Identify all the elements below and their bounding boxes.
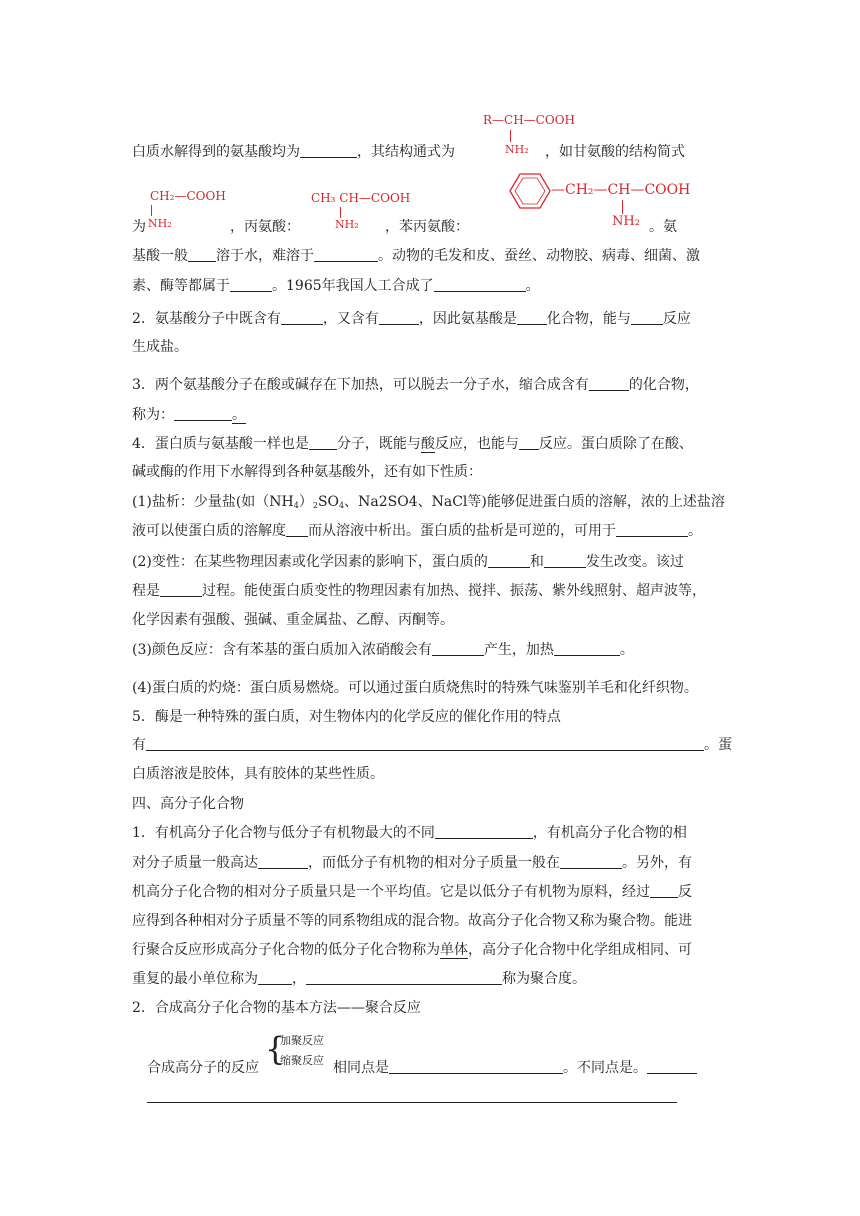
glycine-bond bbox=[151, 205, 152, 216]
blank-30[interactable] bbox=[147, 1102, 677, 1103]
blank-15[interactable] bbox=[616, 522, 688, 537]
glycine-formula: CH₂—COOH bbox=[150, 189, 226, 203]
combustion-line: (4)蛋白质的灼烧：蛋白质易燃烧。可以通过蛋白质烧焦时的特殊气味鉴别羊毛和化纤织物。 bbox=[132, 680, 698, 696]
polymer-line-1: 1．有机高分子化合物与低分子有机物最大的不同 ，有机高分子化合物的相 bbox=[132, 825, 687, 841]
polymer-method-line: 合成高分子的反应 bbox=[147, 1060, 259, 1076]
blank-8[interactable] bbox=[517, 310, 547, 325]
blank-3[interactable] bbox=[314, 247, 378, 262]
question-5-cont: 有 。蛋 bbox=[132, 737, 732, 753]
alanine-formula: CH₃ CH—COOH bbox=[311, 191, 411, 205]
salting-out-line-1: (1)盐析：少量盐(如$(NH_4)_2SO_4$、Na2SO4、NaCl等)能够促进蛋白质的溶解，浓的上述盐溶 bbox=[132, 494, 725, 510]
question-5-cont-2: 白质溶液是胶体，具有胶体的某些性质。 bbox=[132, 766, 384, 782]
blank-7[interactable] bbox=[379, 310, 419, 325]
polymer-method-compare: 相同点是 。不同点是。 bbox=[333, 1058, 860, 1078]
polymer-line-6: 重复的最小单位称为 ， 称为聚合度。 bbox=[132, 971, 586, 987]
blank-9[interactable] bbox=[631, 310, 663, 325]
polymer-line-2: 对分子质量一般高达 ，而低分子有机物的相对分子质量一般在 。另外，有 bbox=[132, 855, 692, 871]
addition-polymerization-label: 加聚反应 bbox=[280, 1034, 324, 1047]
question-2: 2．氨基酸分子中既含有 ，又含有 ，因此氨基酸是 化合物，能与 反应 bbox=[132, 311, 691, 327]
color-reaction-line: (3)颜色反应：含有苯基的蛋白质加入浓硝酸会有 产生，加热 。 bbox=[132, 642, 634, 658]
question-3: 3．两个氨基酸分子在酸或碱存在下加热，可以脱去一分子水，缩合成含有 的化合物， bbox=[132, 377, 699, 393]
general-nh2: NH₂ bbox=[505, 143, 529, 156]
line-2: 为 ，丙氨酸： ，苯丙氨酸： 。氨 bbox=[132, 219, 677, 235]
blank-29[interactable] bbox=[647, 1059, 697, 1074]
blank-25[interactable] bbox=[650, 883, 678, 898]
line-1: 白质水解得到的氨基酸均为 ，其结构通式为 ，如甘氨酸的结构简式 bbox=[132, 144, 685, 160]
polymer-line-4: 应得到各种相对分子质量不等的同系物组成的混合物。故高分子化合物又称为聚合物。能进 bbox=[132, 913, 692, 929]
salting-out-line-2: 液可以使蛋白质的溶解度 而从溶液中析出。蛋白质的盐析是可逆的，可用于 。 bbox=[132, 523, 702, 539]
phenylalanine-formula: —CH₂—CH—COOH bbox=[551, 182, 691, 198]
blank-16[interactable] bbox=[488, 553, 530, 568]
condensation-polymerization-label: 缩聚反应 bbox=[280, 1054, 324, 1067]
blank-21[interactable] bbox=[146, 736, 704, 751]
blank-18[interactable] bbox=[160, 582, 202, 597]
blank-12[interactable] bbox=[309, 435, 337, 450]
denature-line-2: 程是 过程。能使蛋白质变性的物理因素有加热、搅拌、振荡、紫外线照射、超声波等， bbox=[132, 583, 706, 599]
question-5: 5．酶是一种特殊的蛋白质，对生物体内的化学反应的催化作用的特点 bbox=[132, 709, 561, 725]
blank-28[interactable] bbox=[389, 1059, 563, 1074]
phenylalanine-nh2: NH₂ bbox=[612, 214, 640, 229]
phenylalanine-bond bbox=[622, 200, 623, 214]
blank-27[interactable] bbox=[306, 970, 502, 985]
blank-2[interactable] bbox=[188, 247, 216, 262]
polymer-line-3: 机高分子化合物的相对分子质量只是一个平均值。它是以低分子有机物为原料，经过 反 bbox=[132, 884, 692, 900]
blank-22[interactable] bbox=[435, 824, 533, 839]
blank-11[interactable] bbox=[174, 406, 232, 421]
general-bond bbox=[510, 130, 511, 142]
blank-14[interactable] bbox=[286, 522, 308, 537]
alanine-nh2: NH₂ bbox=[335, 218, 359, 231]
brace-icon: { bbox=[265, 1030, 286, 1068]
denature-line-1: (2)变性：在某些物理因素或化学因素的影响下，蛋白质的 和 发生改变。该过 bbox=[132, 554, 684, 570]
question-3-cont: 称为： 。 bbox=[132, 407, 246, 423]
question-2-cont: 生成盐。 bbox=[132, 339, 188, 355]
blank-5[interactable] bbox=[434, 277, 526, 292]
question-4-cont: 碱或酶的作用下水解得到各种氨基酸外，还有如下性质： bbox=[132, 464, 482, 480]
blank-23[interactable] bbox=[258, 854, 308, 869]
blank-1[interactable] bbox=[300, 143, 357, 158]
blank-17[interactable] bbox=[544, 553, 586, 568]
blank-13[interactable] bbox=[519, 435, 539, 450]
blank-24[interactable] bbox=[560, 854, 622, 869]
blank-26[interactable] bbox=[258, 970, 292, 985]
section-heading: 四、高分子化合物 bbox=[132, 796, 244, 812]
blank-4[interactable] bbox=[230, 277, 272, 292]
blank-6[interactable] bbox=[281, 310, 323, 325]
denature-line-3: 化学因素有强酸、强碱、重金属盐、乙醇、丙酮等。 bbox=[132, 612, 454, 628]
line-4: 素、酶等都属于 。1965年我国人工合成了 。 bbox=[132, 278, 540, 294]
polymer-method-heading: 2．合成高分子化合物的基本方法——聚合反应 bbox=[132, 1000, 421, 1016]
general-formula: R—CH—COOH bbox=[483, 113, 576, 127]
line-3: 基酸一般 溶于水，难溶于 。动物的毛发和皮、蚕丝、动物胶、病毒、细菌、激 bbox=[132, 248, 700, 264]
question-4: 4．蛋白质与氨基酸一样也是 分子，既能与酸反应，也能与 反应。蛋白质除了在酸、 bbox=[132, 436, 693, 452]
polymer-line-5: 行聚合反应形成高分子化合物的低分子化合物称为单体，高分子化合物中化学组成相同、可 bbox=[132, 942, 692, 958]
blank-20[interactable] bbox=[554, 641, 620, 656]
glycine-nh2: NH₂ bbox=[148, 217, 172, 230]
blank-10[interactable] bbox=[589, 376, 629, 391]
blank-19[interactable] bbox=[432, 641, 484, 656]
